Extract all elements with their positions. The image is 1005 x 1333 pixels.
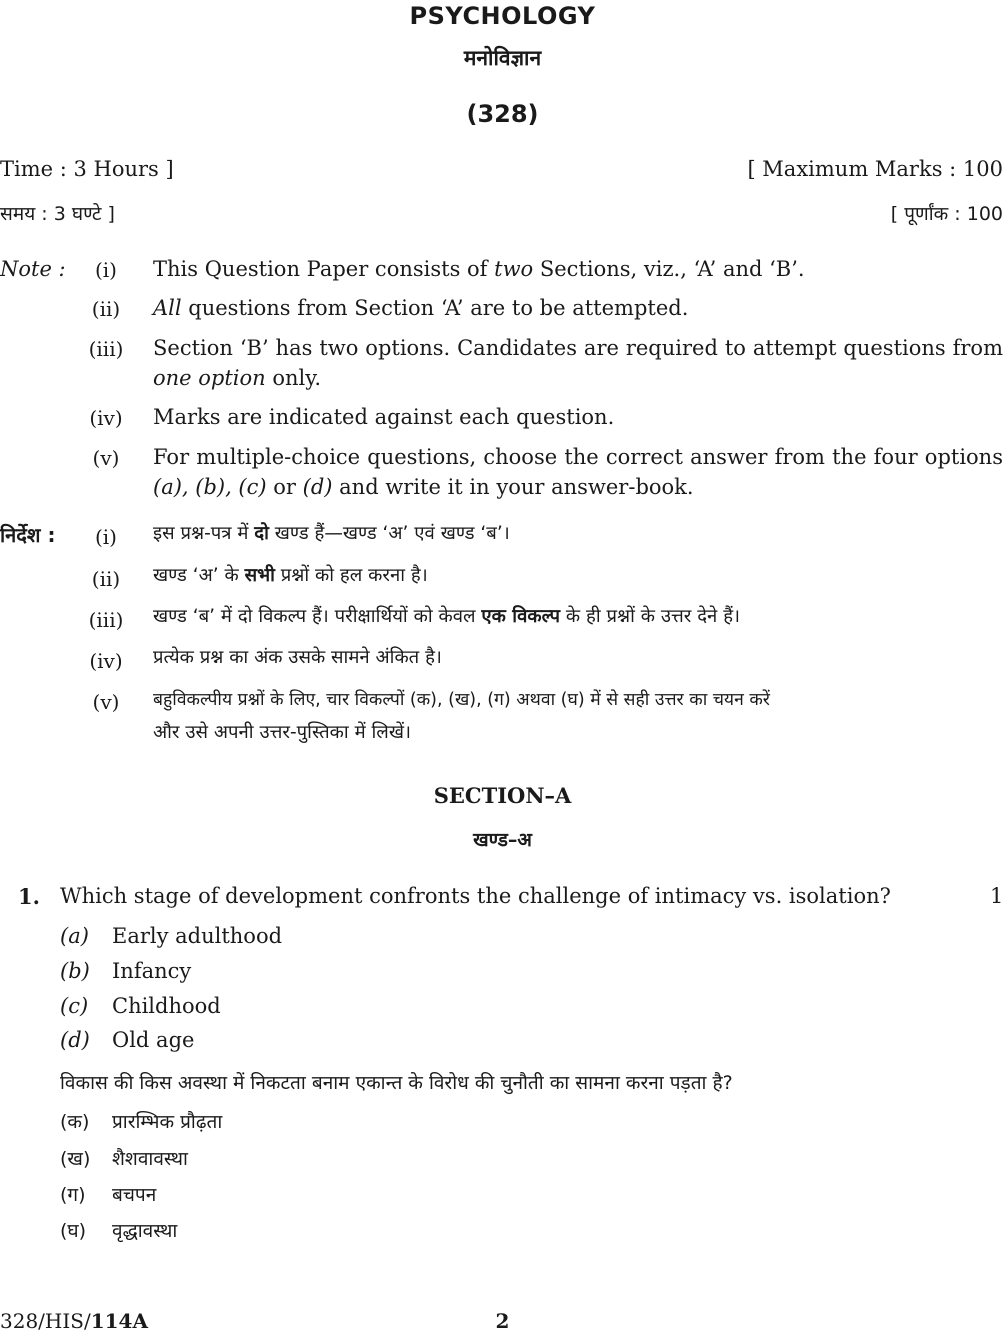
note-num: (iii) (88, 337, 124, 361)
option-label: (d) (60, 1028, 90, 1052)
subject-code: (328) (466, 100, 539, 128)
page-number: 2 (495, 1309, 510, 1333)
nirdesh-num: (i) (94, 525, 117, 549)
paper-code: 328/HIS/114A (0, 1309, 148, 1333)
option-label-hi: (ख) (60, 1148, 91, 1170)
time-en: Time : 3 Hours ] (0, 157, 174, 181)
nirdesh-label: निर्देश : (0, 523, 56, 547)
max-marks-en: [ Maximum Marks : 100 (747, 157, 1003, 181)
note-item: For multiple-choice questions, choose the correct answer from the four options (a), (b), (c) or (d) and write it in your answer-book. (153, 445, 1003, 499)
nirdesh-num: (iii) (88, 608, 124, 632)
subject-title-hi: मनोविज्ञान (463, 46, 542, 70)
option-text: Early adulthood (112, 924, 283, 948)
note-label: Note : (0, 257, 66, 281)
nirdesh-item: बहुविकल्पीय प्रश्नों के लिए, चार विकल्पों (क), (ख), (ग) अथवा (घ) में से सही उत्तर का चयन करें (153, 690, 770, 710)
option-text: Infancy (112, 959, 192, 983)
time-hi: समय : 3 घण्टे ] (0, 203, 115, 225)
question-text-hi: विकास की किस अवस्था में निकटता बनाम एकान्त के विरोध की चुनौती का सामना करना पड़ता है? (60, 1072, 733, 1094)
note-num: (v) (92, 446, 120, 470)
nirdesh-item: प्रत्येक प्रश्न का अंक उसके सामने अंकित है। (153, 647, 442, 668)
time-marks-row-en (0, 157, 1003, 181)
note-num: (iv) (89, 406, 123, 430)
section-title-hi: खण्ड–अ (473, 829, 532, 851)
time-marks-row-hi (0, 200, 1003, 226)
note-num: (i) (94, 258, 117, 282)
option-text-hi: शैशवावस्था (112, 1148, 188, 1170)
option-label: (c) (60, 994, 89, 1018)
option-text-hi: वृद्धावस्था (112, 1220, 178, 1242)
question-number: 1. (18, 884, 40, 909)
note-item: All questions from Section ‘A’ are to be attempted. (153, 296, 689, 320)
note-item: Section ‘B’ has two options. Candidates are required to attempt questions from one option only. (153, 336, 1003, 390)
nirdesh-item: इस प्रश्न-पत्र में दो खण्ड हैं—खण्ड ‘अ’ एवं खण्ड ‘ब’। (153, 523, 510, 544)
note-item: Marks are indicated against each question. (153, 405, 615, 429)
nirdesh-item: खण्ड ‘अ’ के सभी प्रश्नों को हल करना है। (153, 565, 428, 586)
option-text: Old age (112, 1028, 195, 1052)
option-text-hi: बचपन (112, 1184, 157, 1206)
subject-title-en: PSYCHOLOGY (409, 2, 596, 30)
nirdesh-item-cont: और उसे अपनी उत्तर-पुस्तिका में लिखें। (153, 722, 411, 743)
nirdesh-num: (iv) (89, 649, 123, 673)
question-marks: 1 (990, 884, 1004, 908)
question-text-en: Which stage of development confronts the challenge of intimacy vs. isolation? (60, 884, 891, 908)
nirdesh-num: (v) (92, 690, 120, 714)
nirdesh-item: खण्ड ‘ब’ में दो विकल्प हैं। परीक्षार्थियों को केवल एक विकल्प के ही प्रश्नों के उत्तर देने हैं। (153, 606, 741, 627)
section-title-en: SECTION–A (433, 783, 572, 808)
option-label-hi: (क) (60, 1111, 90, 1133)
max-marks-hi: [ पूर्णांक : 100 (890, 203, 1003, 225)
option-text-hi: प्रारम्भिक प्रौढ़ता (112, 1111, 223, 1133)
option-text: Childhood (112, 994, 221, 1018)
nirdesh-num: (ii) (91, 567, 121, 591)
option-label: (a) (60, 924, 89, 948)
note-num: (ii) (91, 297, 121, 321)
option-label-hi: (ग) (60, 1184, 86, 1206)
option-label: (b) (60, 959, 90, 983)
option-label-hi: (घ) (60, 1220, 87, 1242)
note-item: This Question Paper consists of two Sections, viz., ‘A’ and ‘B’. (153, 257, 805, 281)
